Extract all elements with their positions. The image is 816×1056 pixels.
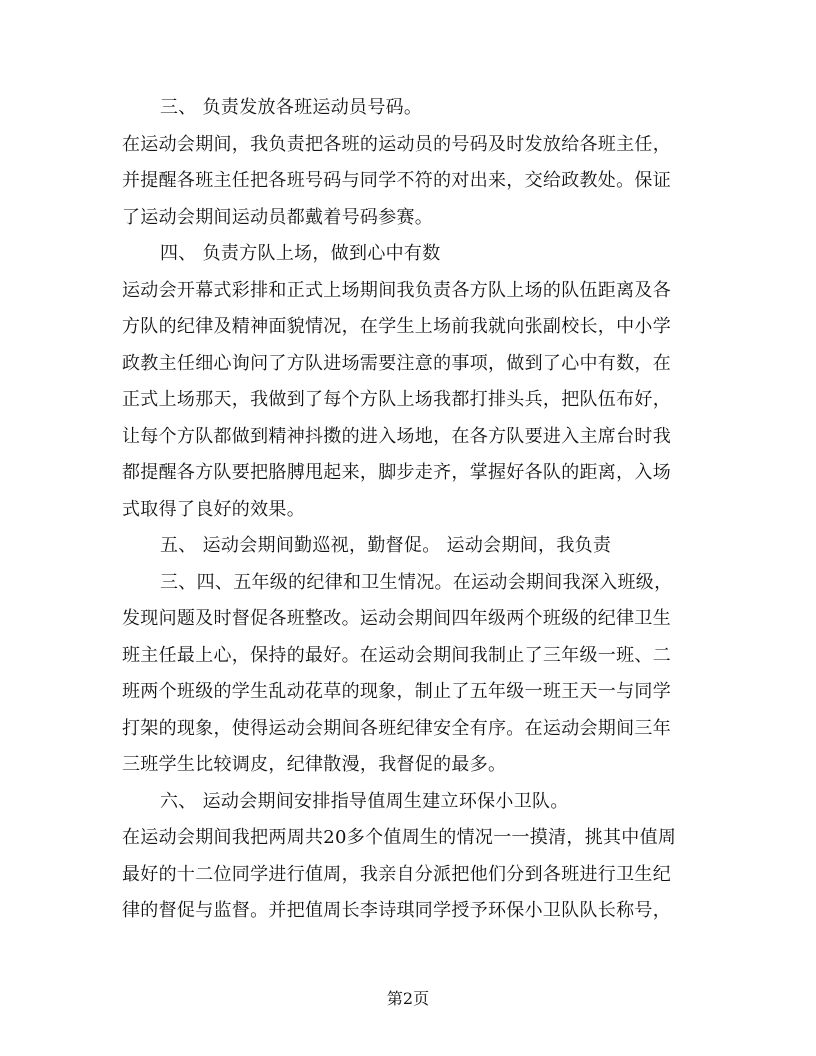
section-heading-3: 三、 负责发放各班运动员号码。 — [160, 97, 423, 118]
paragraph-line: 正式上场那天，我做到了每个方队上场我都打排头兵，把队伍布好， — [122, 389, 671, 410]
paragraph-line: 并提醒各班主任把各班号码与同学不符的对出来，交给政教处。保证 — [122, 170, 671, 191]
paragraph-line: 式取得了良好的效果。 — [122, 499, 305, 520]
page-number: 第2页 — [386, 989, 430, 1008]
paragraph-line: 方队的纪律及精神面貌情况，在学生上场前我就向张副校长，中小学 — [122, 316, 671, 337]
paragraph-line: 政教主任细心询问了方队进场需要注意的事项，做到了心中有数，在 — [122, 353, 671, 374]
paragraph-line: 班主任最上心，保持的最好。在运动会期间我制止了三年级一班、二 — [122, 645, 671, 666]
paragraph-line: 三、四、五年级的纪律和卫生情况。在运动会期间我深入班级， — [160, 572, 673, 593]
section-heading-5: 五、 运动会期间勤巡视，勤督促。 运动会期间，我负责 — [160, 535, 612, 556]
section-heading-6: 六、 运动会期间安排指导值周生建立环保小卫队。 — [160, 791, 569, 812]
paragraph-line: 运动会开幕式彩排和正式上场期间我负责各方队上场的队伍距离及各 — [122, 280, 671, 301]
paragraph-line: 最好的十二位同学进行值周，我亲自分派把他们分到各班进行卫生纪 — [122, 864, 671, 885]
paragraph-line: 在运动会期间我把两周共20多个值周生的情况一一摸清，挑其中值周 — [122, 827, 677, 848]
paragraph-line: 让每个方队都做到精神抖擞的进入场地，在各方队要进入主席台时我 — [122, 426, 671, 447]
paragraph-line: 发现问题及时督促各班整改。运动会期间四年级两个班级的纪律卫生 — [122, 608, 671, 629]
paragraph-line: 在运动会期间，我负责把各班的运动员的号码及时发放给各班主任， — [122, 134, 671, 155]
paragraph-line: 律的督促与监督。并把值周长李诗琪同学授予环保小卫队队长称号， — [122, 900, 671, 921]
paragraph-line: 三班学生比较调皮，纪律散漫，我督促的最多。 — [122, 754, 507, 775]
paragraph-line: 班两个班级的学生乱动花草的现象，制止了五年级一班王天一与同学 — [122, 681, 671, 702]
section-heading-4: 四、 负责方队上场，做到心中有数 — [160, 243, 441, 264]
paragraph-line: 打架的现象，使得运动会期间各班纪律安全有序。在运动会期间三年 — [122, 718, 671, 739]
paragraph-line: 都提醒各方队要把胳膊甩起来，脚步走齐，掌握好各队的距离，入场 — [122, 462, 671, 483]
paragraph-line: 了运动会期间运动员都戴着号码参赛。 — [122, 207, 434, 228]
